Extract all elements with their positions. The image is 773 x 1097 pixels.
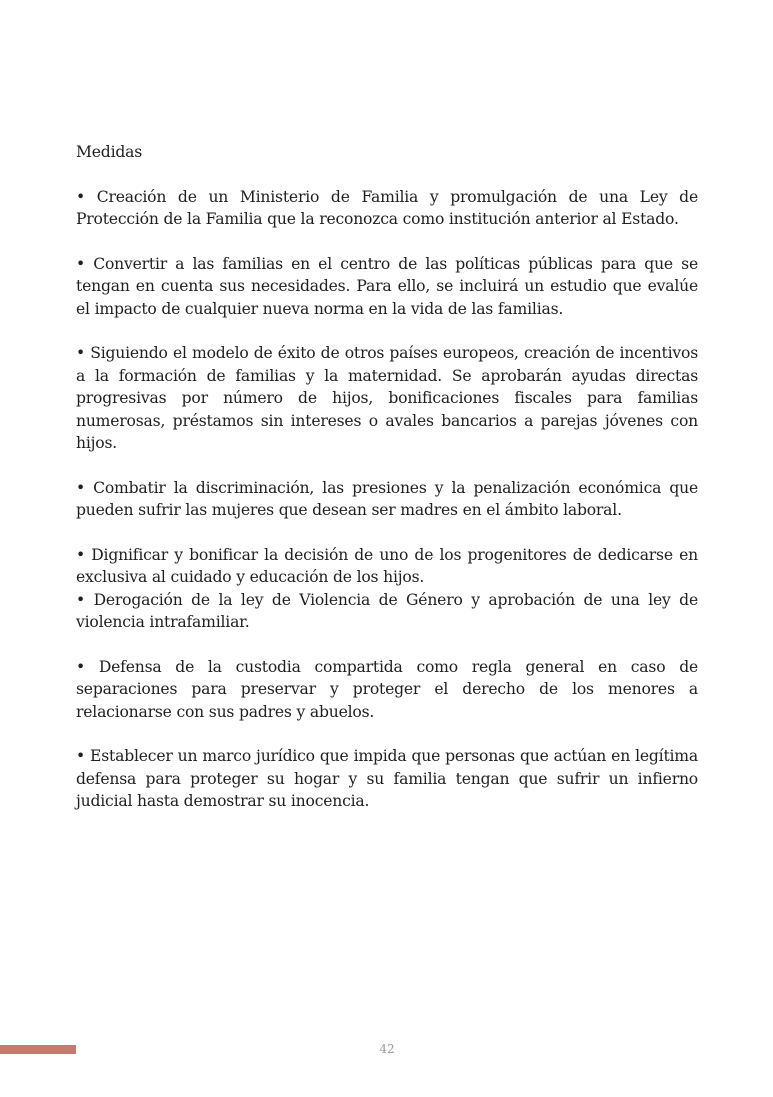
list-item-text: Convertir a las familias en el centro de las políticas públicas para que se tengan en cuenta sus necesidades. Para ello, se incluirá un estudio que evalúe el impacto de cualquier nueva norma en la vida de las familias. bbox=[76, 254, 698, 318]
section-heading: Medidas bbox=[76, 143, 143, 161]
list-item-text: Establecer un marco jurídico que impida que personas que actúan en legítima defensa para proteger su hogar y su familia tengan que sufrir un infierno judicial hasta demostrar su inocencia. bbox=[76, 747, 698, 810]
list-item bbox=[76, 544, 698, 589]
bullet-icon: • bbox=[76, 187, 85, 206]
list-item bbox=[76, 253, 698, 321]
bullet-icon: • bbox=[76, 478, 85, 497]
list-item bbox=[76, 589, 698, 634]
list-item bbox=[76, 656, 698, 724]
bullet-icon: • bbox=[76, 747, 85, 765]
list-item bbox=[76, 342, 698, 455]
bullet-icon: • bbox=[76, 344, 85, 362]
bullet-icon: • bbox=[76, 590, 85, 609]
bullet-icon: • bbox=[76, 254, 85, 273]
bullet-icon: • bbox=[76, 545, 85, 564]
list-item bbox=[76, 477, 698, 522]
list-item bbox=[76, 745, 698, 813]
list-item-text: Combatir la discriminación, las presiones y la penalización económica que pueden sufrir las mujeres que desean ser madres en el ámbito laboral. bbox=[76, 478, 698, 519]
list-item-text: Derogación de la ley de Violencia de Género y aprobación de una ley de violencia intrafamiliar. bbox=[76, 590, 698, 631]
footer-accent-bar bbox=[0, 1045, 76, 1054]
bullet-icon: • bbox=[76, 657, 85, 676]
page-number: 42 bbox=[379, 1042, 395, 1056]
list-item-text: Siguiendo el modelo de éxito de otros países europeos, creación de incentivos a la formación de familias y la maternidad. Se aprobarán ayudas directas progresivas por número de hijos, bonificaciones fiscales para familias numerosas, préstamos sin intereses o avales bancarios a parejas jóvenes con hijos. bbox=[76, 344, 698, 452]
list-item-text: Dignificar y bonificar la decisión de uno de los progenitores de dedicarse en exclusiva al cuidado y educación de los hijos. bbox=[76, 545, 698, 586]
list-item-text: Defensa de la custodia compartida como regla general en caso de separaciones para preservar y proteger el derecho de los menores a relacionarse con sus padres y abuelos. bbox=[76, 657, 699, 721]
list-item bbox=[76, 186, 698, 231]
document-body bbox=[76, 141, 698, 813]
list-item-text: Creación de un Ministerio de Familia y promulgación de una Ley de Protección de la Familia que la reconozca como institución anterior al Estado. bbox=[76, 187, 698, 228]
